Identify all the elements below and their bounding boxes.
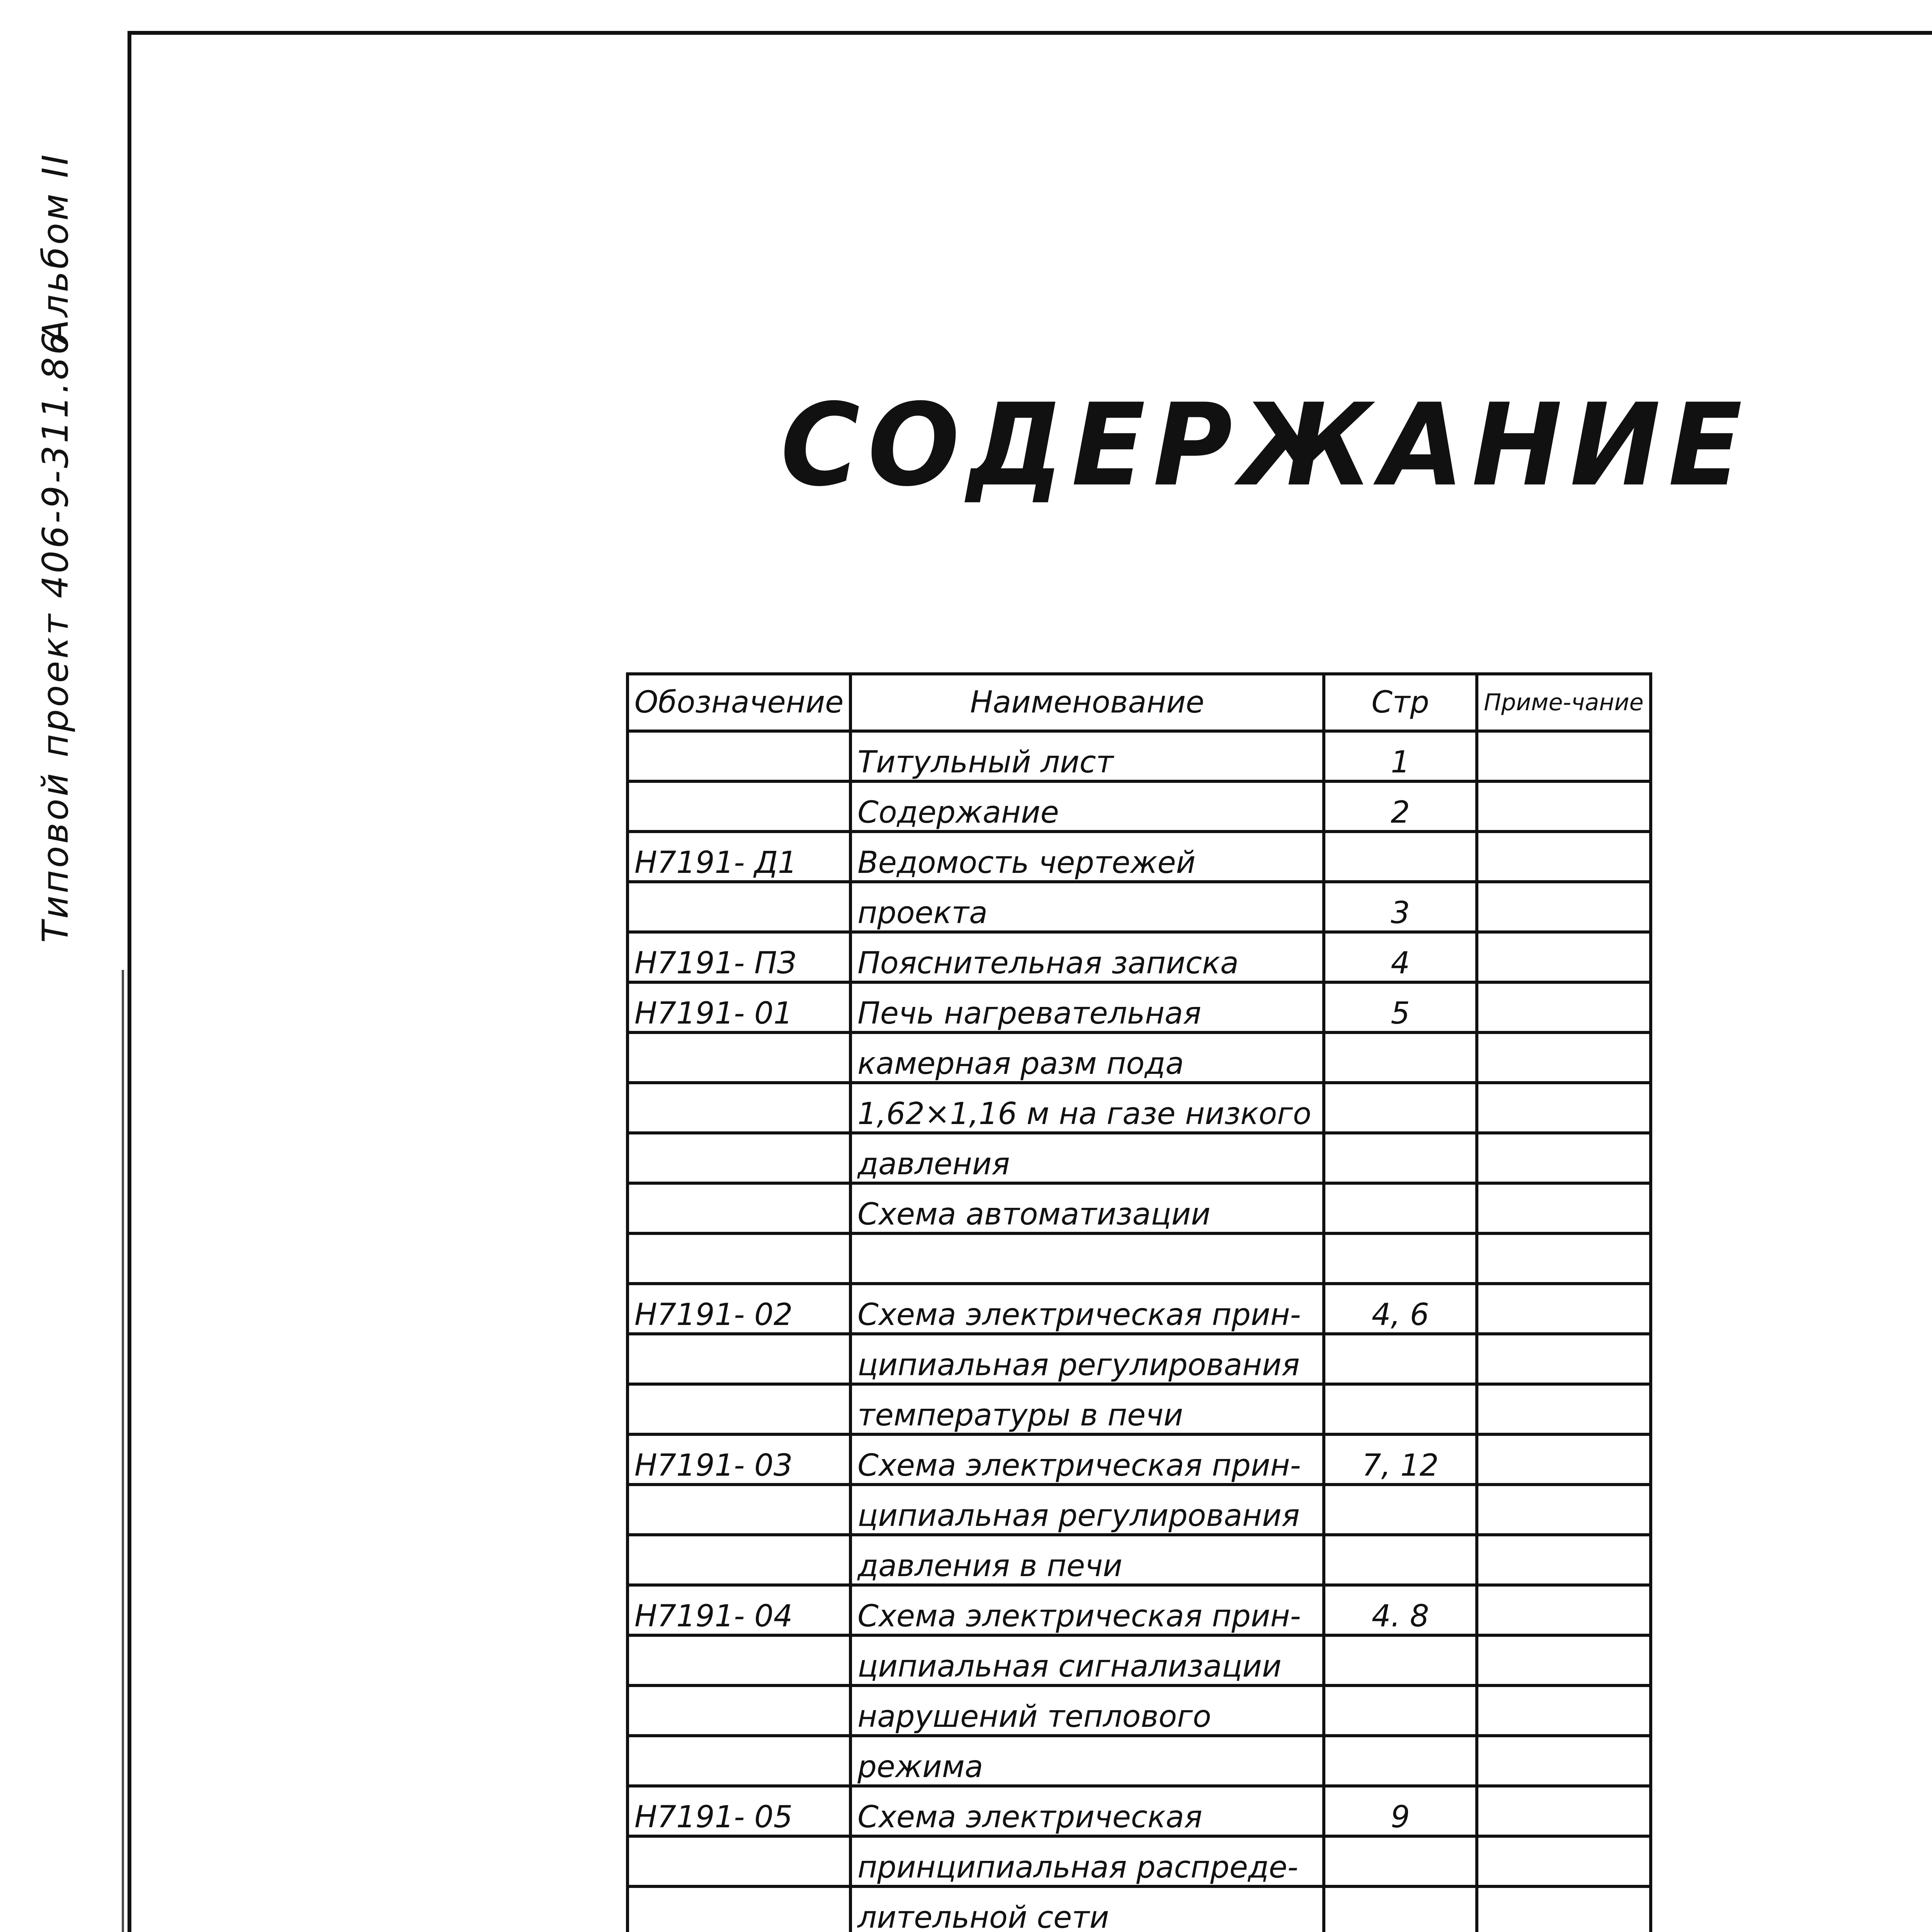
header-designation: Обозначение <box>628 674 850 731</box>
cell-name: Пояснительная записка <box>850 932 1324 982</box>
cell-note <box>1477 1485 1650 1535</box>
cell-note <box>1477 1334 1650 1384</box>
table-row <box>628 1786 1651 1836</box>
table-row <box>628 1635 1651 1685</box>
project-label: Типовой проект 406-9-311.86 <box>35 330 76 943</box>
cell-page <box>1324 1133 1477 1183</box>
cell-name: Схема электрическая прин- <box>850 1284 1324 1334</box>
cell-name: Титульный лист <box>850 731 1324 781</box>
cell-page <box>1324 1485 1477 1535</box>
cell-designation <box>628 1384 850 1434</box>
cell-page <box>1324 1836 1477 1886</box>
table-row <box>628 1836 1651 1886</box>
cell-page <box>1324 1635 1477 1685</box>
table-row <box>628 1133 1651 1183</box>
cell-note <box>1477 1233 1650 1284</box>
table-row <box>628 882 1651 932</box>
contents-body <box>628 731 1651 1932</box>
cell-note <box>1477 1183 1650 1233</box>
cell-name: режима <box>850 1736 1324 1786</box>
table-row <box>628 1535 1651 1585</box>
cell-note <box>1477 1736 1650 1786</box>
cell-page: 9 <box>1324 1786 1477 1836</box>
cell-note <box>1477 1886 1650 1932</box>
cell-page <box>1324 832 1477 882</box>
cell-note <box>1477 982 1650 1032</box>
table-row <box>628 1334 1651 1384</box>
cell-page <box>1324 1032 1477 1083</box>
binding-rule <box>122 970 124 1932</box>
header-page: Стр <box>1324 674 1477 731</box>
table-row <box>628 1685 1651 1736</box>
cell-note <box>1477 1836 1650 1886</box>
table-row <box>628 1233 1651 1284</box>
table-row <box>628 1284 1651 1334</box>
cell-name: 1,62×1,16 м на газе низкого <box>850 1083 1324 1133</box>
cell-name: температуры в печи <box>850 1384 1324 1434</box>
cell-name: нарушений теплового <box>850 1685 1324 1736</box>
table-row <box>628 1585 1651 1635</box>
cell-designation: Н7191- 02 <box>628 1284 850 1334</box>
table-row <box>628 1736 1651 1786</box>
cell-name: Схема электрическая прин- <box>850 1585 1324 1635</box>
cell-note <box>1477 1434 1650 1485</box>
page-title: СОДЕРЖАНИЕ <box>781 379 1750 512</box>
cell-designation: Н7191- 05 <box>628 1786 850 1836</box>
cell-designation <box>628 731 850 781</box>
cell-designation <box>628 1535 850 1585</box>
table-row <box>628 1183 1651 1233</box>
cell-page: 5 <box>1324 982 1477 1032</box>
table-row <box>628 1886 1651 1932</box>
cell-designation <box>628 1334 850 1384</box>
cell-name: камерная разм пода <box>850 1032 1324 1083</box>
cell-note <box>1477 882 1650 932</box>
table-row <box>628 1032 1651 1083</box>
header-name: Наименование <box>850 674 1324 731</box>
cell-note <box>1477 781 1650 832</box>
cell-note <box>1477 932 1650 982</box>
cell-note <box>1477 1284 1650 1334</box>
cell-designation <box>628 781 850 832</box>
cell-page <box>1324 1334 1477 1384</box>
cell-name: ципиальная регулирования <box>850 1334 1324 1384</box>
cell-designation <box>628 1233 850 1284</box>
cell-designation <box>628 1183 850 1233</box>
cell-name: Содержание <box>850 781 1324 832</box>
cell-page <box>1324 1183 1477 1233</box>
table-row <box>628 932 1651 982</box>
cell-name: ципиальная регулирования <box>850 1485 1324 1535</box>
cell-note <box>1477 1635 1650 1685</box>
cell-page: 3 <box>1324 882 1477 932</box>
cell-note <box>1477 832 1650 882</box>
cell-designation <box>628 1836 850 1886</box>
cell-page <box>1324 1083 1477 1133</box>
cell-designation <box>628 1083 850 1133</box>
cell-page: 2 <box>1324 781 1477 832</box>
cell-designation: Н7191- 04 <box>628 1585 850 1635</box>
cell-page: 1 <box>1324 731 1477 781</box>
cell-note <box>1477 1585 1650 1635</box>
cell-page: 4, 6 <box>1324 1284 1477 1334</box>
cell-name: Схема автоматизации <box>850 1183 1324 1233</box>
cell-page <box>1324 1384 1477 1434</box>
table-row <box>628 1384 1651 1434</box>
cell-name: лительной сети <box>850 1886 1324 1932</box>
table-row <box>628 832 1651 882</box>
cell-designation <box>628 1032 850 1083</box>
contents-table <box>626 672 1652 1932</box>
cell-name: ципиальная сигнализации <box>850 1635 1324 1685</box>
cell-name: Печь нагревательная <box>850 982 1324 1032</box>
table-row <box>628 781 1651 832</box>
cell-designation <box>628 1133 850 1183</box>
cell-name: проекта <box>850 882 1324 932</box>
cell-note <box>1477 1083 1650 1133</box>
cell-name: Схема электрическая <box>850 1786 1324 1836</box>
cell-designation <box>628 1485 850 1535</box>
cell-note <box>1477 1133 1650 1183</box>
cell-designation <box>628 1736 850 1786</box>
cell-name <box>850 1233 1324 1284</box>
cell-note <box>1477 1685 1650 1736</box>
cell-designation: Н7191- 01 <box>628 982 850 1032</box>
table-row <box>628 1434 1651 1485</box>
cell-note <box>1477 1032 1650 1083</box>
cell-page <box>1324 1685 1477 1736</box>
cell-note <box>1477 1786 1650 1836</box>
cell-page: 4. 8 <box>1324 1585 1477 1635</box>
cell-page <box>1324 1535 1477 1585</box>
cell-page <box>1324 1886 1477 1932</box>
cell-page <box>1324 1736 1477 1786</box>
cell-designation: Н7191- ПЗ <box>628 932 850 982</box>
cell-designation <box>628 882 850 932</box>
cell-page <box>1324 1233 1477 1284</box>
table-row <box>628 1485 1651 1535</box>
cell-designation <box>628 1886 850 1932</box>
cell-page: 7, 12 <box>1324 1434 1477 1485</box>
cell-designation: Н7191- 03 <box>628 1434 850 1485</box>
header-note: Приме-чание <box>1477 674 1650 731</box>
cell-name: давления <box>850 1133 1324 1183</box>
cell-designation <box>628 1685 850 1736</box>
cell-name: Ведомость чертежей <box>850 832 1324 882</box>
cell-page: 4 <box>1324 932 1477 982</box>
cell-note <box>1477 1384 1650 1434</box>
cell-name: принципиальная распреде- <box>850 1836 1324 1886</box>
cell-note <box>1477 1535 1650 1585</box>
table-header-row <box>628 674 1651 731</box>
album-label: Альбом II <box>35 152 76 344</box>
cell-note <box>1477 731 1650 781</box>
table-row <box>628 982 1651 1032</box>
cell-designation <box>628 1635 850 1685</box>
cell-designation: Н7191- Д1 <box>628 832 850 882</box>
cell-name: давления в печи <box>850 1535 1324 1585</box>
table-row <box>628 731 1651 781</box>
cell-name: Схема электрическая прин- <box>850 1434 1324 1485</box>
table-row <box>628 1083 1651 1133</box>
